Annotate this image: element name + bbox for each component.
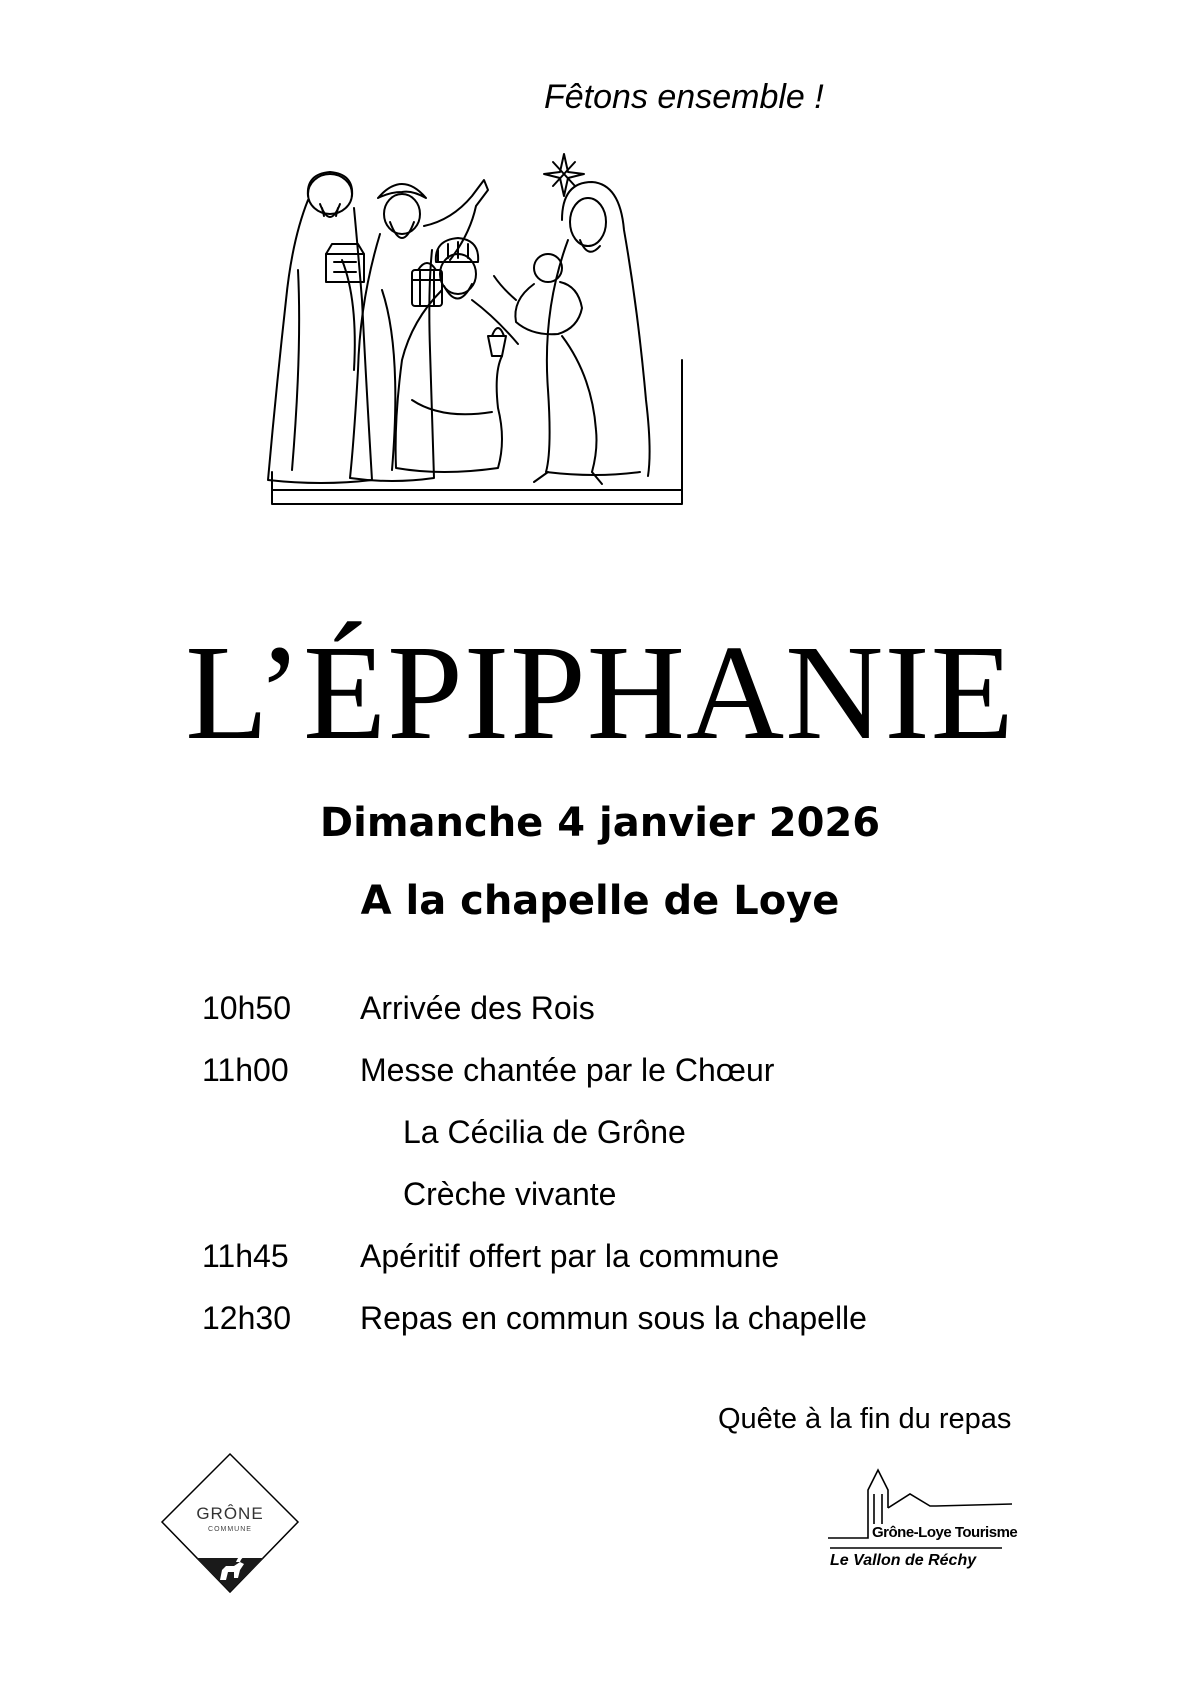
schedule-time: 10h50 bbox=[202, 990, 291, 1026]
schedule-detail: La Cécilia de Grône bbox=[403, 1114, 686, 1150]
schedule-time: 12h30 bbox=[202, 1300, 291, 1336]
chapel-icon bbox=[868, 1470, 1012, 1524]
schedule-activity: Apéritif offert par la commune bbox=[360, 1238, 780, 1274]
grone-commune-logo bbox=[160, 1452, 300, 1594]
schedule-activity: Repas en commun sous la chapelle bbox=[360, 1300, 867, 1336]
event-title: L’ÉPIPHANIE bbox=[185, 618, 1015, 768]
tagline: Fêtons ensemble ! bbox=[544, 78, 824, 116]
king-kneeling bbox=[396, 238, 518, 472]
king-left bbox=[268, 172, 372, 483]
three-kings-illustration bbox=[262, 150, 702, 530]
schedule-detail: Crèche vivante bbox=[403, 1176, 617, 1212]
schedule-time: 11h00 bbox=[202, 1052, 289, 1088]
star-icon bbox=[544, 154, 584, 196]
event-location: A la chapelle de Loye bbox=[360, 878, 840, 924]
grone-logo-name: GRÔNE bbox=[196, 1504, 264, 1523]
schedule-activity: Arrivée des Rois bbox=[360, 990, 595, 1026]
collection-note: Quête à la fin du repas bbox=[718, 1403, 1012, 1435]
madonna-and-child bbox=[494, 182, 650, 484]
tourisme-logo-name: Grône-Loye Tourisme bbox=[872, 1524, 1018, 1541]
grone-logo-subtitle: COMMUNE bbox=[208, 1526, 252, 1533]
king-center bbox=[350, 180, 488, 481]
grone-loye-tourisme-logo bbox=[826, 1464, 1026, 1572]
tourisme-logo-subtitle: Le Vallon de Réchy bbox=[830, 1552, 977, 1569]
event-date: Dimanche 4 janvier 2026 bbox=[319, 800, 881, 846]
schedule-time: 11h45 bbox=[202, 1238, 289, 1274]
schedule-activity: Messe chantée par le Chœur bbox=[360, 1052, 775, 1088]
